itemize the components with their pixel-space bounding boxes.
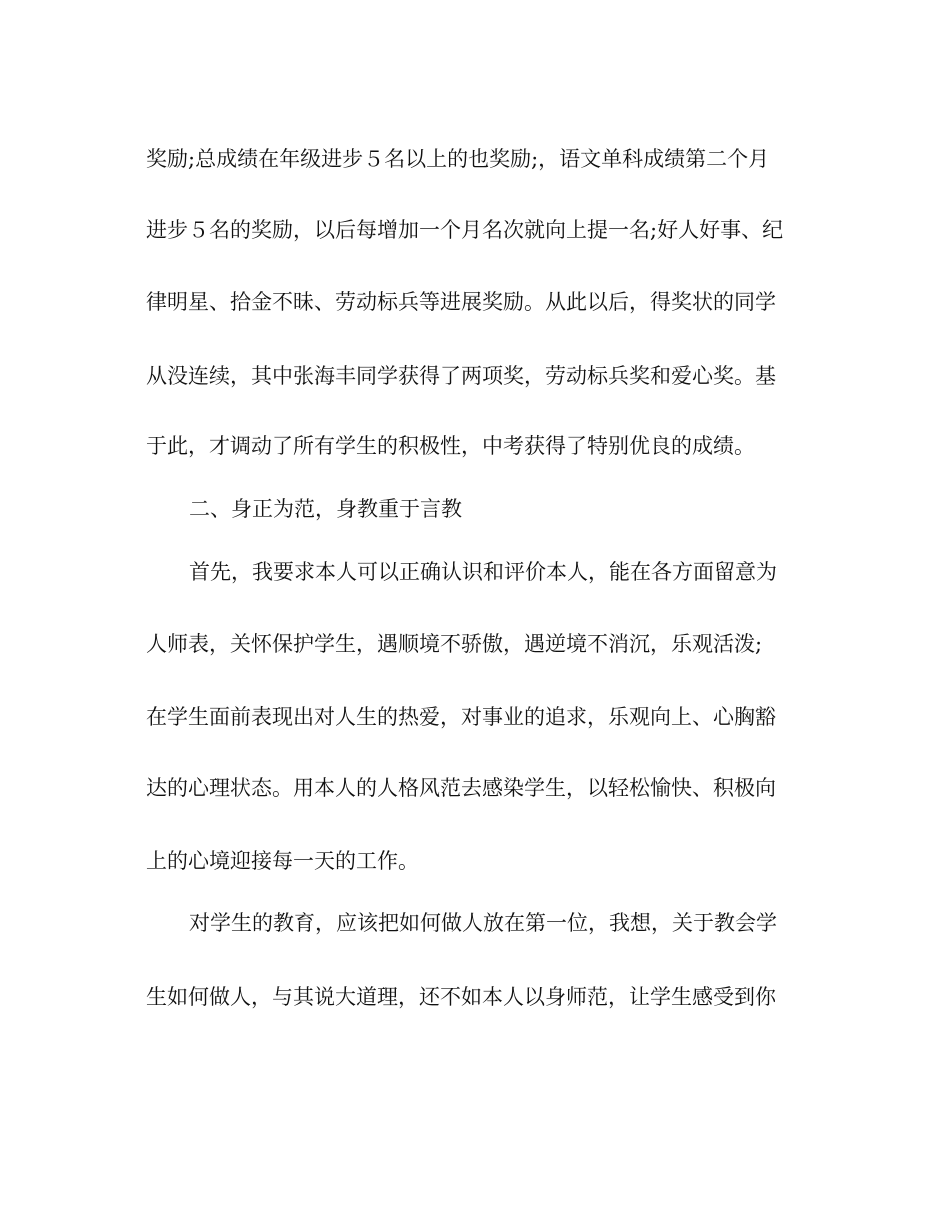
text-line: 从没连续，其中张海丰同学获得了两项奖，劳动标兵奖和爱心奖。基 <box>146 364 776 388</box>
text-line: 生如何做人，与其说大道理，还不如本人以身师范，让学生感受到你 <box>146 985 776 1009</box>
text-line: 进步５名的奖励，以后每增加一个月名次就向上提一名;好人好事、纪 <box>146 218 784 242</box>
text-line: 人师表，关怀保护学生，遇顺境不骄傲，遇逆境不消沉，乐观活泼; <box>146 632 763 656</box>
text-line: 上的心境迎接每一天的工作。 <box>146 849 419 873</box>
section-heading: 二、身正为范，身教重于言教 <box>189 497 462 521</box>
text-line: 奖励;总成绩在年级进步５名以上的也奖励;，语文单科成绩第二个月 <box>146 147 770 171</box>
text-line: 对学生的教育，应该把如何做人放在第一位，我想，关于教会学 <box>189 911 777 935</box>
text-line: 在学生面前表现出对人生的热爱，对事业的追求，乐观向上、心胸豁 <box>146 705 776 729</box>
text-line: 达的心理状态。用本人的人格风范去感染学生，以轻松愉快、积极向 <box>146 776 776 800</box>
text-line: 律明星、拾金不昧、劳动标兵等进展奖励。从此以后，得奖状的同学 <box>146 290 776 314</box>
text-line: 于此，才调动了所有学生的积极性，中考获得了特别优良的成绩。 <box>146 434 755 458</box>
text-line: 首先，我要求本人可以正确认识和评价本人，能在各方面留意为 <box>189 560 777 584</box>
